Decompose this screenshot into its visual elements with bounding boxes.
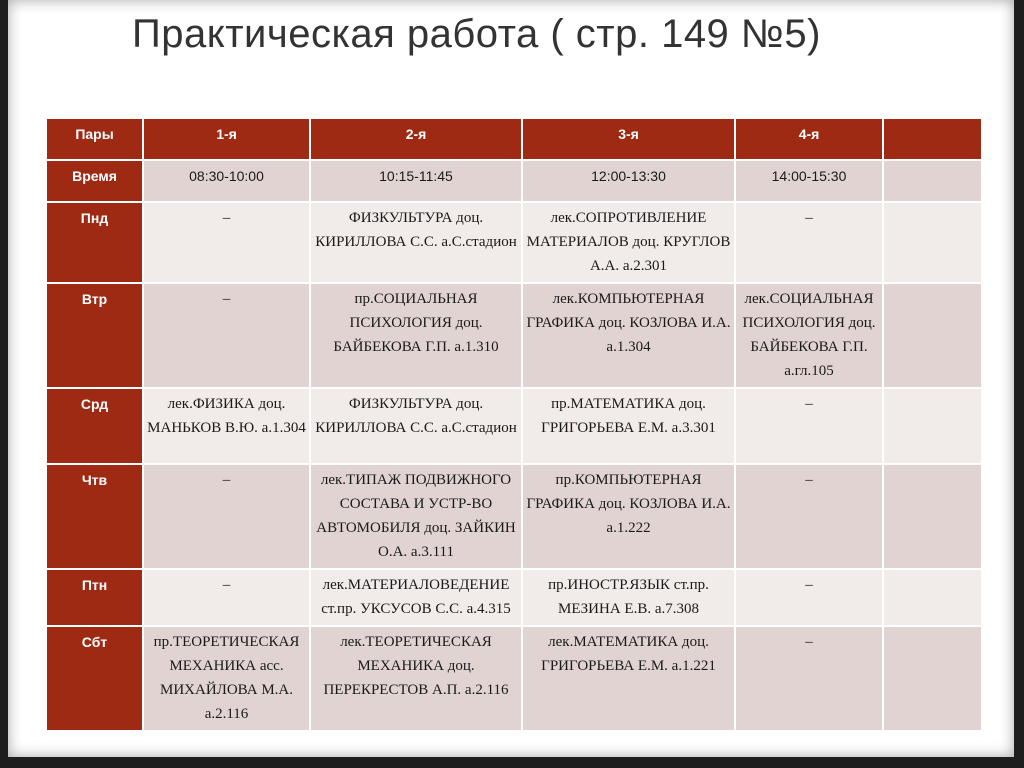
table-cell: –	[143, 464, 310, 569]
table-cell: –	[735, 569, 883, 626]
row-label: Время	[46, 160, 143, 202]
table-cell	[883, 464, 982, 569]
table-cell: –	[143, 569, 310, 626]
table-cell: 08:30-10:00	[143, 160, 310, 202]
table-cell: ФИЗКУЛЬТУРА доц. КИРИЛЛОВА С.С. а.С.стадион	[310, 202, 522, 283]
table-row-thu	[46, 464, 982, 569]
table-cell	[883, 388, 982, 464]
row-label: Пнд	[46, 202, 143, 283]
table-cell: лек.ТЕОРЕТИЧЕСКАЯ МЕХАНИКА доц. ПЕРЕКРЕСТОВ А.П. а.2.116	[310, 626, 522, 731]
header-cell-3: 3-я	[522, 118, 735, 160]
table-cell: –	[735, 464, 883, 569]
table-cell: лек.СОЦИАЛЬНАЯ ПСИХОЛОГИЯ доц. БАЙБЕКОВА Г.П. а.гл.105	[735, 283, 883, 388]
table-cell: 10:15-11:45	[310, 160, 522, 202]
table-cell: 12:00-13:30	[522, 160, 735, 202]
table-row-fri	[46, 569, 982, 626]
table-cell: пр.ИНОСТР.ЯЗЫК ст.пр. МЕЗИНА Е.В. а.7.308	[522, 569, 735, 626]
page-title: Практическая работа ( стр. 149 №5)	[132, 12, 821, 56]
table-cell	[883, 626, 982, 731]
table-cell: ФИЗКУЛЬТУРА доц. КИРИЛЛОВА С.С. а.С.стадион	[310, 388, 522, 464]
schedule-table	[45, 117, 983, 732]
table-cell	[883, 283, 982, 388]
header-cell-2: 2-я	[310, 118, 522, 160]
table-cell: –	[735, 202, 883, 283]
table-cell: пр.КОМПЬЮТЕРНАЯ ГРАФИКА доц. КОЗЛОВА И.А. а.1.222	[522, 464, 735, 569]
row-label: Чтв	[46, 464, 143, 569]
table-cell: пр.ТЕОРЕТИЧЕСКАЯ МЕХАНИКА асс. МИХАЙЛОВА М.А. а.2.116	[143, 626, 310, 731]
header-cell-5	[883, 118, 982, 160]
header-cell-pairs: Пары	[46, 118, 143, 160]
table-row-mon	[46, 202, 982, 283]
table-row-time	[46, 160, 982, 202]
table-row-tue	[46, 283, 982, 388]
table-cell: пр.СОЦИАЛЬНАЯ ПСИХОЛОГИЯ доц. БАЙБЕКОВА Г.П. а.1.310	[310, 283, 522, 388]
table-cell	[883, 160, 982, 202]
header-cell-1: 1-я	[143, 118, 310, 160]
row-label: Птн	[46, 569, 143, 626]
table-cell: лек.МАТЕМАТИКА доц. ГРИГОРЬЕВА Е.М. а.1.221	[522, 626, 735, 731]
header-row	[46, 118, 982, 160]
table-cell: лек.МАТЕРИАЛОВЕДЕНИЕ ст.пр. УКСУСОВ С.С. а.4.315	[310, 569, 522, 626]
table-cell: пр.МАТЕМАТИКА доц. ГРИГОРЬЕВА Е.М. а.3.301	[522, 388, 735, 464]
table-cell: –	[143, 202, 310, 283]
table-cell	[883, 202, 982, 283]
row-label: Срд	[46, 388, 143, 464]
slide	[8, 0, 1014, 757]
table-cell: –	[143, 283, 310, 388]
row-label: Втр	[46, 283, 143, 388]
table-cell: 14:00-15:30	[735, 160, 883, 202]
table-cell: лек.СОПРОТИВЛЕНИЕ МАТЕРИАЛОВ доц. КРУГЛОВ А.А. а.2.301	[522, 202, 735, 283]
table-cell	[883, 569, 982, 626]
table-cell: лек.ФИЗИКА доц. МАНЬКОВ В.Ю. а.1.304	[143, 388, 310, 464]
table-cell: –	[735, 626, 883, 731]
table-cell: –	[735, 388, 883, 464]
header-cell-4: 4-я	[735, 118, 883, 160]
table-row-wed	[46, 388, 982, 464]
table-cell: лек.ТИПАЖ ПОДВИЖНОГО СОСТАВА И УСТР-ВО АВТОМОБИЛЯ доц. ЗАЙКИН О.А. а.3.111	[310, 464, 522, 569]
table-row-sat	[46, 626, 982, 731]
table-cell: лек.КОМПЬЮТЕРНАЯ ГРАФИКА доц. КОЗЛОВА И.А. а.1.304	[522, 283, 735, 388]
row-label: Сбт	[46, 626, 143, 731]
